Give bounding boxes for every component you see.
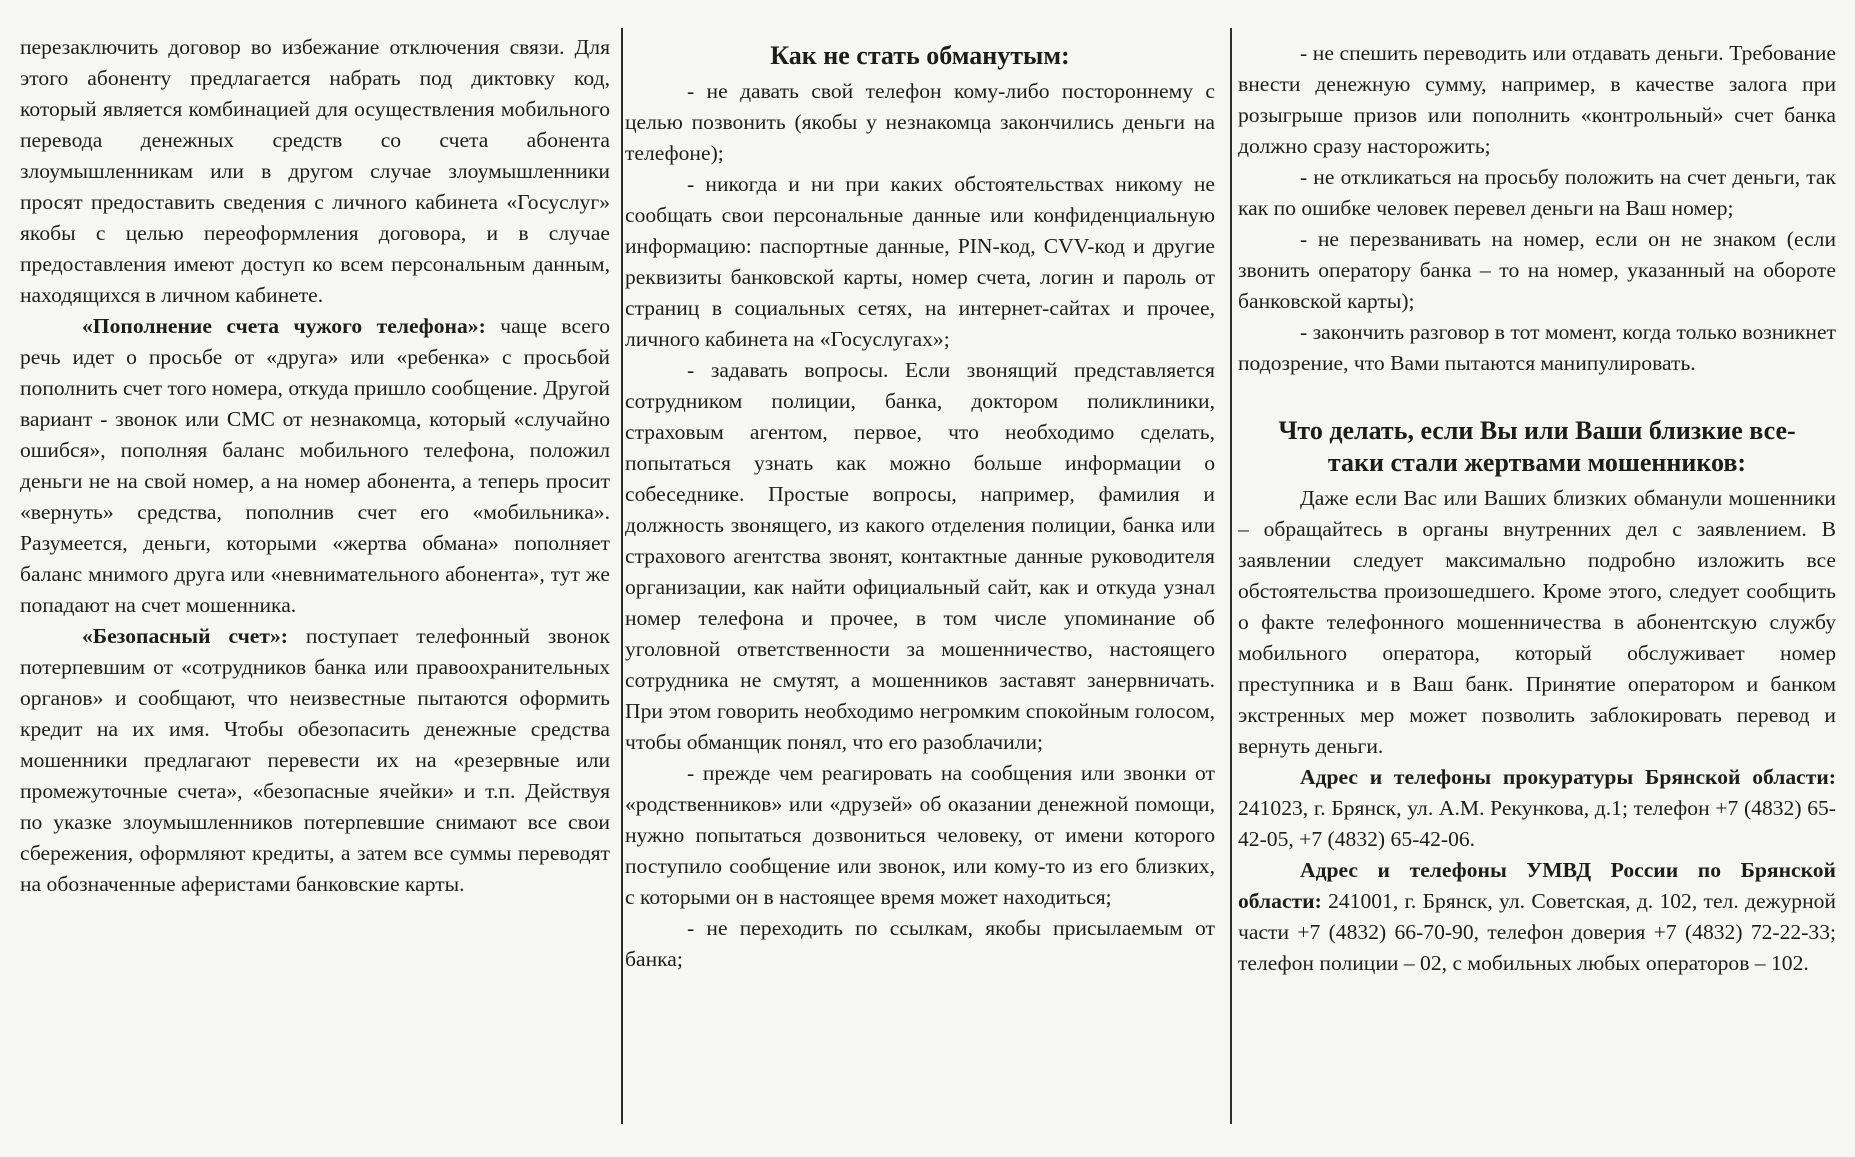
column-divider-left xyxy=(621,28,623,1124)
lead-prosecutor: Адрес и телефоны прокуратуры Брянской области: xyxy=(1300,765,1836,789)
tip-phone: - не давать свой телефон кому-либо постороннему с целью позвонить (якобы у незнакомца закончились деньги на телефоне); xyxy=(625,79,1215,165)
heading-how-not-deceived: Как не стать обманутым: xyxy=(770,41,1070,70)
tip-no-hurry: - не спешить переводить или отдавать деньги. Требование внести денежную сумму, например, в качестве залога при розыгрыше призов или пополнить «контрольный» счет банка должно сразу насторожить; xyxy=(1238,41,1836,158)
lead-police: Адрес и телефоны УМВД России по Брянской области: xyxy=(1238,858,1836,913)
paragraph-foreign-phone xyxy=(20,311,610,621)
column-right xyxy=(1238,38,1836,979)
column-divider-right xyxy=(1230,28,1232,1124)
paragraph-safe-account xyxy=(20,621,610,900)
paragraph-police xyxy=(1238,855,1836,979)
text-safe-account: поступает телефонный звонок потерпевшим от «сотрудников банка или правоохранительных органов» и сообщают, что неизвестные пытаются оформить кредит на их имя. Чтобы обезопасить денежные средства мошенники предлагают перевести их на «резервные или промежуточные счета», «безопасные ячейки» и т.п. Действуя по указке злоумышленников потерпевшие снимают все свои сбережения, оформляют кредиты, а затем все суммы переводят на обозначенные аферистами банковские карты. xyxy=(20,624,610,896)
paragraph-contract: перезаключить договор во избежание отключения связи. Для этого абоненту предлагается набрать под диктовку код, который является комбинацией для осуществления мобильного перевода денежных средств со счета абонента злоумышленникам или в другом случае злоумышленники просят предоставить сведения с личного кабинета «Госуслуг» якобы с целью переоформления договора, и в случае предоставления имеют доступ ко всем персональным данным, находящихся в личном кабинете. xyxy=(20,35,610,307)
tip-links: - не переходить по ссылкам, якобы присылаемым от банка; xyxy=(625,916,1215,971)
tip-verify-relatives: - прежде чем реагировать на сообщения или звонки от «родственников» или «друзей» об оказании денежной помощи, нужно попытаться дозвониться человеку, от имени которого поступило сообщение или звонок, или кому-то из его близких, с которыми он в настоящее время может находиться; xyxy=(625,761,1215,909)
paragraph-prosecutor xyxy=(1238,762,1836,855)
tip-no-callback: - не перезванивать на номер, если он не знаком (если звонить оператору банка – то на номер, указанный на обороте банковской карты); xyxy=(1238,227,1836,313)
tip-personal-data: - никогда и ни при каких обстоятельствах никому не сообщать свои персональные данные или конфиденциальную информацию: паспортные данные, PIN-код, CVV-код и другие реквизиты банковской карты, номер счета, логин и пароль от страниц в социальных сетях, на интернет-сайтах и прочее, личного кабинета на «Госуслугах»; xyxy=(625,172,1215,351)
text-foreign-phone: чаще всего речь идет о просьбе от «друга» или «ребенка» с просьбой пополнить счет того номера, откуда пришло сообщение. Другой вариант - звонок или СМС от незнакомца, который «случайно ошибся», пополняя баланс мобильного телефона, положил деньги не на свой номер, а на номер абонента, а теперь просит «вернуть» средства, пополнив счет его «мобильника». Разумеется, деньги, которыми «жертва обмана» пополняет баланс мнимого друга или «невнимательного абонента», тут же попадают на счет мошенника. xyxy=(20,314,610,617)
heading-what-to-do: Что делать, если Вы или Ваши близкие все-таки стали жертвами мошенников: xyxy=(1278,416,1796,477)
lead-safe-account: «Безопасный счет»: xyxy=(82,624,288,648)
tip-end-call: - закончить разговор в тот момент, когда только возникнет подозрение, что Вами пытаются манипулировать. xyxy=(1238,320,1836,375)
column-left xyxy=(20,32,610,900)
tip-no-refund: - не откликаться на просьбу положить на счет деньги, так как по ошибке человек перевел деньги на Ваш номер; xyxy=(1238,165,1836,220)
column-middle xyxy=(625,40,1215,975)
text-police: 241001, г. Брянск, ул. Советская, д. 102, тел. дежурной части +7 (4832) 66-70-90, телефон доверия +7 (4832) 72-22-33; телефон полиции – 02, с мобильных любых операторов – 102. xyxy=(1238,889,1836,975)
lead-foreign-phone: «Пополнение счета чужого телефона»: xyxy=(82,314,486,338)
paragraph-report: Даже если Вас или Ваших близких обманули мошенники – обращайтесь в органы внутренних дел с заявлением. В заявлении следует максимально подробно изложить все обстоятельства произошедшего. Кроме этого, следует сообщить о факте телефонного мошенничества в абонентскую службу мобильного оператора, который обслуживает номер преступника и в Ваш банк. Принятие оператором и банком экстренных мер может позволить заблокировать перевод и вернуть деньги. xyxy=(1238,486,1836,758)
text-prosecutor: 241023, г. Брянск, ул. А.М. Рекункова, д.1; телефон +7 (4832) 65-42-05, +7 (4832) 65-42-06. xyxy=(1238,796,1836,851)
tip-ask-questions: - задавать вопросы. Если звонящий представляется сотрудником полиции, банка, доктором поликлиники, страховым агентом, первое, что необходимо сделать, попытаться узнать как можно больше информации о собеседнике. Простые вопросы, например, фамилия и должность звонящего, из какого отделения полиции, банка или страхового агентства звонят, контактные данные руководителя организации, как найти официальный сайт, как и откуда узнал номер телефона и прочее, в том числе упоминание об уголовной ответственности за мошенничество, настоящего сотрудника не смутят, а мошенников заставят занервничать. При этом говорить необходимо негромким спокойным голосом, чтобы обманщик понял, что его разоблачили; xyxy=(625,358,1215,754)
